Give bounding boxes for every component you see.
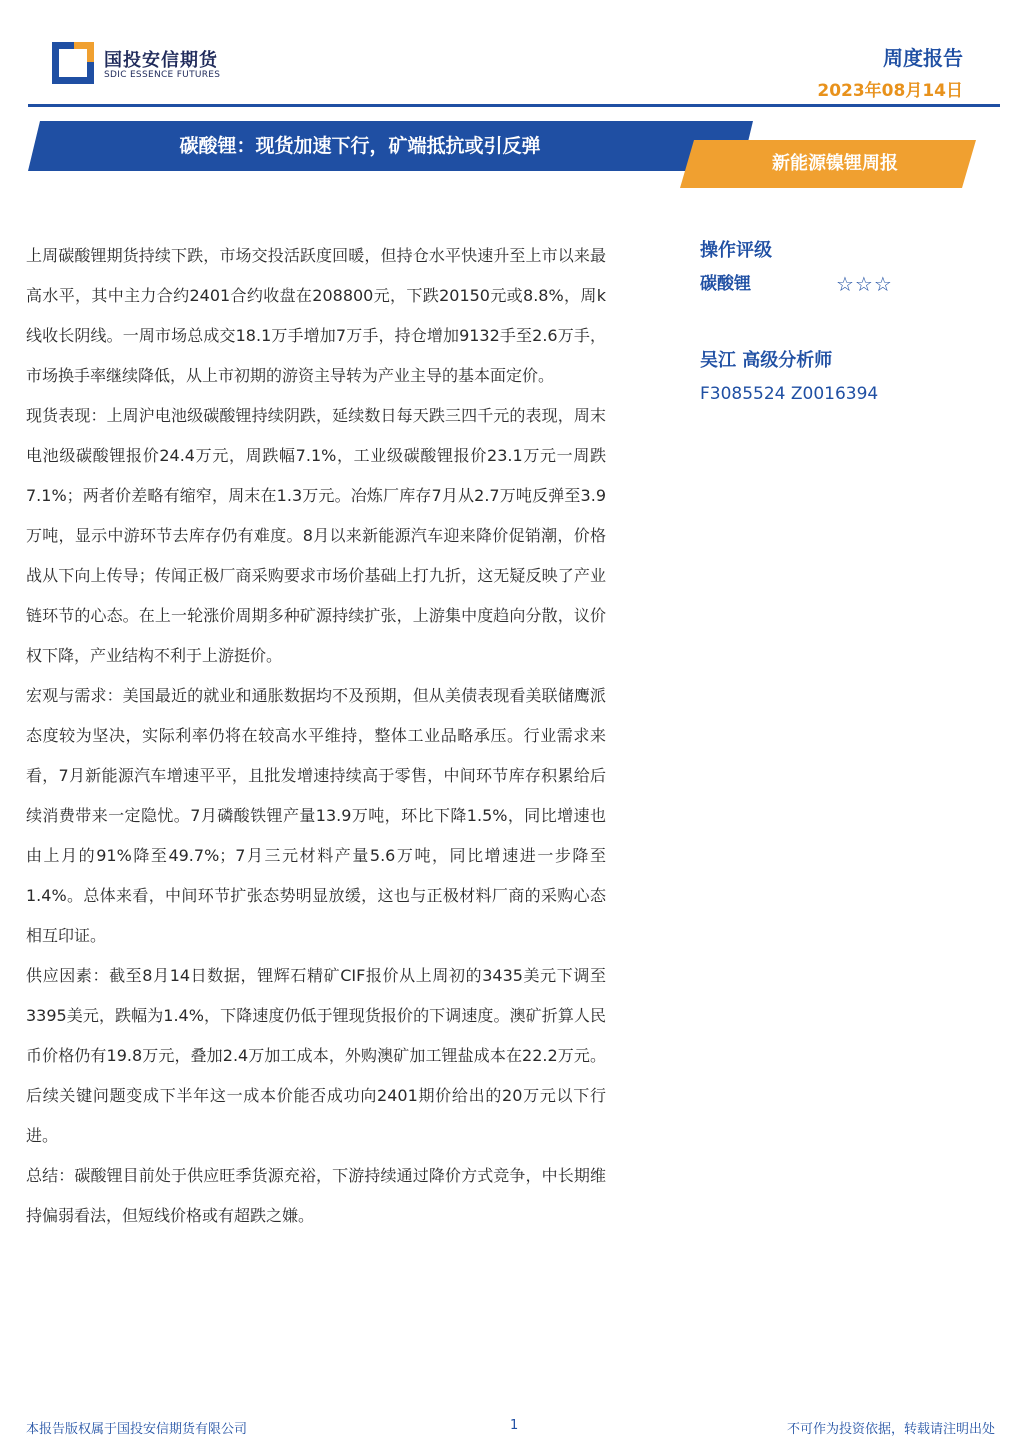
body-paragraph: 供应因素：截至8月14日数据，锂辉石精矿CIF报价从上周初的3435美元下调至3395美元，跌幅为1.4%，下降速度仍低于锂现货报价的下调速度。澳矿折算人民币价格仍有19.8万元，叠加2.4万加工成本，外购澳矿加工锂盐成本在22.2万元。后续关键问题变成下半年这一成本价能否成功向2401期价给出的20万元以下行进。 — [26, 966, 606, 1145]
rating-heading: 操作评级 — [700, 240, 772, 261]
header-divider — [28, 104, 1000, 107]
body-paragraph: 现货表现：上周沪电池级碳酸锂持续阴跌，延续数日每天跌三四千元的表现，周末电池级碳酸锂报价24.4万元，周跌幅7.1%，工业级碳酸锂报价23.1万元一周跌7.1%；两者价差略有缩窄，周末在1.3万元。冶炼厂库存7月从2.7万吨反弹至3.9万吨，显示中游环节去库存仍有难度。8月以来新能源汽车迎来降价促销潮，价格战从下向上传导；传闻正极厂商采购要求市场价基础上打九折，这无疑反映了产业链环节的心态。在上一轮涨价周期多种矿源持续扩张，上游集中度趋向分散，议价权下降，产业结构不利于上游挺价。 — [26, 406, 606, 665]
logo-text-cn: 国投安信期货 — [104, 50, 218, 71]
company-logo — [52, 40, 252, 90]
footer-copyright: 本报告版权属于国投安信期货有限公司 — [26, 1422, 248, 1437]
rating-stars-icon: ☆☆☆ — [836, 272, 893, 296]
body-paragraph: 上周碳酸锂期货持续下跌，市场交投活跃度回暖，但持仓水平快速升至上市以来最高水平，其中主力合约2401合约收盘在208800元，下跌20150元或8.8%，周k线收长阴线。一周市场总成交18.1万手增加7万手，持仓增加9132手至2.6万手，市场换手率继续降低，从上市初期的游资主导转为产业主导的基本面定价。 — [26, 246, 606, 385]
rating-row — [700, 267, 980, 301]
report-type: 周度报告 — [883, 46, 963, 70]
body-paragraph: 宏观与需求：美国最近的就业和通胀数据均不及预期，但从美债表现看美联储鹰派态度较为坚决，实际利率仍将在较高水平维持，整体工业品略承压。行业需求来看，7月新能源汽车增速平平，且批发增速持续高于零售，中间环节库存积累给后续消费带来一定隐忧。7月磷酸铁锂产量13.9万吨，环比下降1.5%，同比增速也由上月的91%降至49.7%；7月三元材料产量5.6万吨，同比增速进一步降至1.4%。总体来看，中间环节扩张态势明显放缓，这也与正极材料厂商的采购心态相互印证。 — [26, 686, 606, 945]
report-series-tag: 新能源镍锂周报 — [772, 153, 898, 174]
analyst-license-ids: F3085524 Z0016394 — [700, 384, 879, 404]
report-body — [26, 236, 606, 1236]
page-number: 1 — [510, 1418, 519, 1433]
body-paragraph: 总结：碳酸锂目前处于供应旺季货源充裕，下游持续通过降价方式竞争，中长期维持偏弱看法，但短线价格或有超跌之嫌。 — [26, 1166, 606, 1225]
report-title: 碳酸锂：现货加速下行，矿端抵抗或引反弹 — [179, 135, 541, 157]
report-date: 2023年08月14日 — [817, 81, 963, 101]
analyst-name: 吴江 高级分析师 — [700, 350, 833, 371]
footer-disclaimer: 不可作为投资依据，转载请注明出处 — [786, 1422, 995, 1437]
logo-text-en: SDIC ESSENCE FUTURES — [104, 70, 221, 80]
sidebar — [700, 235, 980, 411]
logo-mark-icon — [52, 42, 94, 84]
rating-product: 碳酸锂 — [700, 274, 751, 294]
